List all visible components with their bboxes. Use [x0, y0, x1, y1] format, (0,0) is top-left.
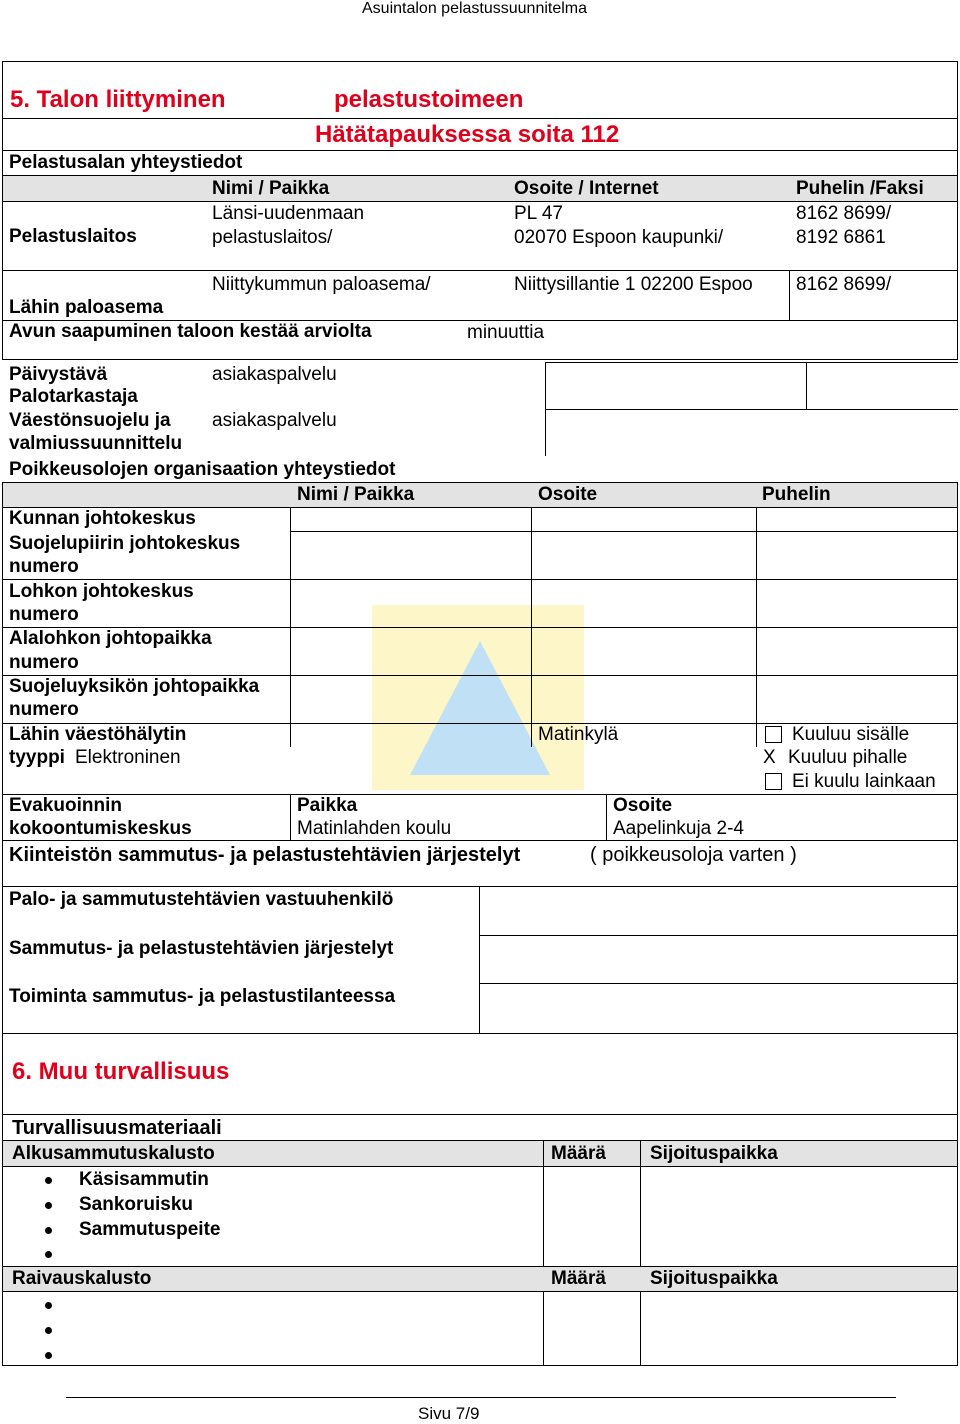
- org-row-subblock: Alalohkon johtopaikka: [9, 628, 212, 649]
- fire-dept-name-2: pelastuslaitos/: [212, 227, 333, 248]
- fire-dept-label: Pelastuslaitos: [9, 226, 137, 247]
- checkbox-none[interactable]: [765, 773, 782, 790]
- fire-dept-phone-1: 8162 8699/: [796, 203, 892, 224]
- rescue-heading: Kiinteistön sammutus- ja pelastustehtävien järjestelyt: [9, 844, 521, 866]
- org-col-phone: Puhelin: [762, 484, 831, 505]
- evac-place: Matinlahden koulu: [297, 818, 452, 839]
- org-row-block: Lohkon johtokeskus: [9, 581, 194, 602]
- document-header: Asuintalon pelastussuunnitelma: [362, 0, 588, 17]
- first-aid-item-fire-blanket: Sammutuspeite: [79, 1219, 221, 1240]
- siren-type: Elektroninen: [75, 747, 181, 768]
- civil-value: asiakaspalvelu: [212, 410, 337, 431]
- watermark-logo: [372, 605, 584, 790]
- first-aid-item-bucket-pump: Sankoruisku: [79, 1194, 194, 1215]
- list-bullet: [45, 1302, 52, 1309]
- fire-dept-name-1: Länsi-uudenmaan: [212, 203, 365, 224]
- civil-label-1: Väestönsuojelu ja: [9, 410, 171, 431]
- fire-dept-addr-1: PL 47: [514, 203, 563, 224]
- siren-place: Matinkylä: [538, 724, 619, 745]
- org-row-municipal: Kunnan johtokeskus: [9, 508, 196, 529]
- material-heading: Turvallisuusmateriaali: [12, 1117, 222, 1139]
- org-row-block-number: numero: [9, 604, 79, 625]
- civil-label-2: valmiussuunnittelu: [9, 433, 183, 454]
- org-col-address: Osoite: [538, 484, 598, 505]
- first-aid-qty: Määrä: [551, 1143, 606, 1164]
- first-aid-item-extinguisher: Käsisammutin: [79, 1169, 209, 1190]
- rescue-row-responsible: Palo- ja sammutustehtävien vastuuhenkilö: [9, 889, 394, 910]
- org-row-district-number: numero: [9, 556, 79, 577]
- evac-place-head: Paikka: [297, 795, 358, 816]
- emergency-number: Hätätapauksessa soita 112: [315, 121, 620, 148]
- section5-title-a: 5. Talon liittyminen: [10, 86, 226, 113]
- page-number: Sivu 7/9: [418, 1404, 480, 1423]
- arrival-unit: minuuttia: [467, 322, 545, 343]
- evac-addr: Aapelinkuja 2-4: [613, 818, 744, 839]
- list-bullet: [45, 1177, 52, 1184]
- siren-opt-outside-mark: X: [763, 747, 776, 768]
- col-name: Nimi / Paikka: [212, 178, 330, 199]
- evac-label-2: kokoontumiskeskus: [9, 818, 192, 839]
- org-row-district: Suojelupiirin johtokeskus: [9, 533, 241, 554]
- col-address: Osoite / Internet: [514, 178, 659, 199]
- rescue-row-arrangements: Sammutus- ja pelastustehtävien järjestelyt: [9, 938, 394, 959]
- list-bullet: [45, 1227, 52, 1234]
- duty-label-1: Päivystävä: [9, 364, 108, 385]
- station-address: Niittysillantie 1 02200 Espoo: [514, 274, 753, 295]
- siren-label-1: Lähin väestöhälytin: [9, 724, 187, 745]
- first-aid-head: Alkusammutuskalusto: [12, 1143, 215, 1164]
- duty-value: asiakaspalvelu: [212, 364, 337, 385]
- rescue-row-action: Toiminta sammutus- ja pelastustilanteessa: [9, 986, 396, 1007]
- station-name: Niittykummun paloasema/: [212, 274, 431, 295]
- list-bullet: [45, 1327, 52, 1334]
- org-row-subblock-number: numero: [9, 652, 79, 673]
- first-aid-loc: Sijoituspaikka: [650, 1143, 778, 1164]
- org-heading: Poikkeusolojen organisaation yhteystiedot: [9, 459, 396, 480]
- siren-label-2: tyyppi: [9, 747, 65, 768]
- siren-opt-inside: Kuuluu sisälle: [792, 724, 910, 745]
- evac-label-1: Evakuoinnin: [9, 795, 122, 816]
- org-row-unit: Suojeluyksikön johtopaikka: [9, 676, 260, 697]
- list-bullet: [45, 1251, 52, 1258]
- arrival-label: Avun saapuminen taloon kestää arviolta: [9, 321, 372, 342]
- contacts-heading: Pelastusalan yhteystiedot: [9, 152, 243, 173]
- duty-label-2: Palotarkastaja: [9, 386, 138, 407]
- org-row-unit-number: numero: [9, 699, 79, 720]
- clearing-loc: Sijoituspaikka: [650, 1268, 778, 1289]
- fire-dept-addr-2: 02070 Espoon kaupunki/: [514, 227, 724, 248]
- list-bullet: [45, 1202, 52, 1209]
- clearing-qty: Määrä: [551, 1268, 606, 1289]
- rescue-note: ( poikkeusoloja varten ): [590, 844, 797, 866]
- clearing-head: Raivauskalusto: [12, 1268, 152, 1289]
- col-phone: Puhelin /Faksi: [796, 178, 924, 199]
- section6-title: 6. Muu turvallisuus: [12, 1058, 230, 1085]
- org-col-name: Nimi / Paikka: [297, 484, 415, 505]
- list-bullet: [45, 1352, 52, 1359]
- siren-opt-outside: Kuuluu pihalle: [788, 747, 908, 768]
- section5-title-b: pelastustoimeen: [334, 86, 524, 113]
- checkbox-inside[interactable]: [765, 726, 782, 743]
- evac-addr-head: Osoite: [613, 795, 673, 816]
- fire-dept-phone-2: 8192 6861: [796, 227, 886, 248]
- triangle-icon: [372, 605, 584, 790]
- footer-rule: [66, 1397, 896, 1398]
- station-label: Lähin paloasema: [9, 297, 164, 318]
- siren-opt-none: Ei kuulu lainkaan: [792, 771, 936, 792]
- station-phone: 8162 8699/: [796, 274, 892, 295]
